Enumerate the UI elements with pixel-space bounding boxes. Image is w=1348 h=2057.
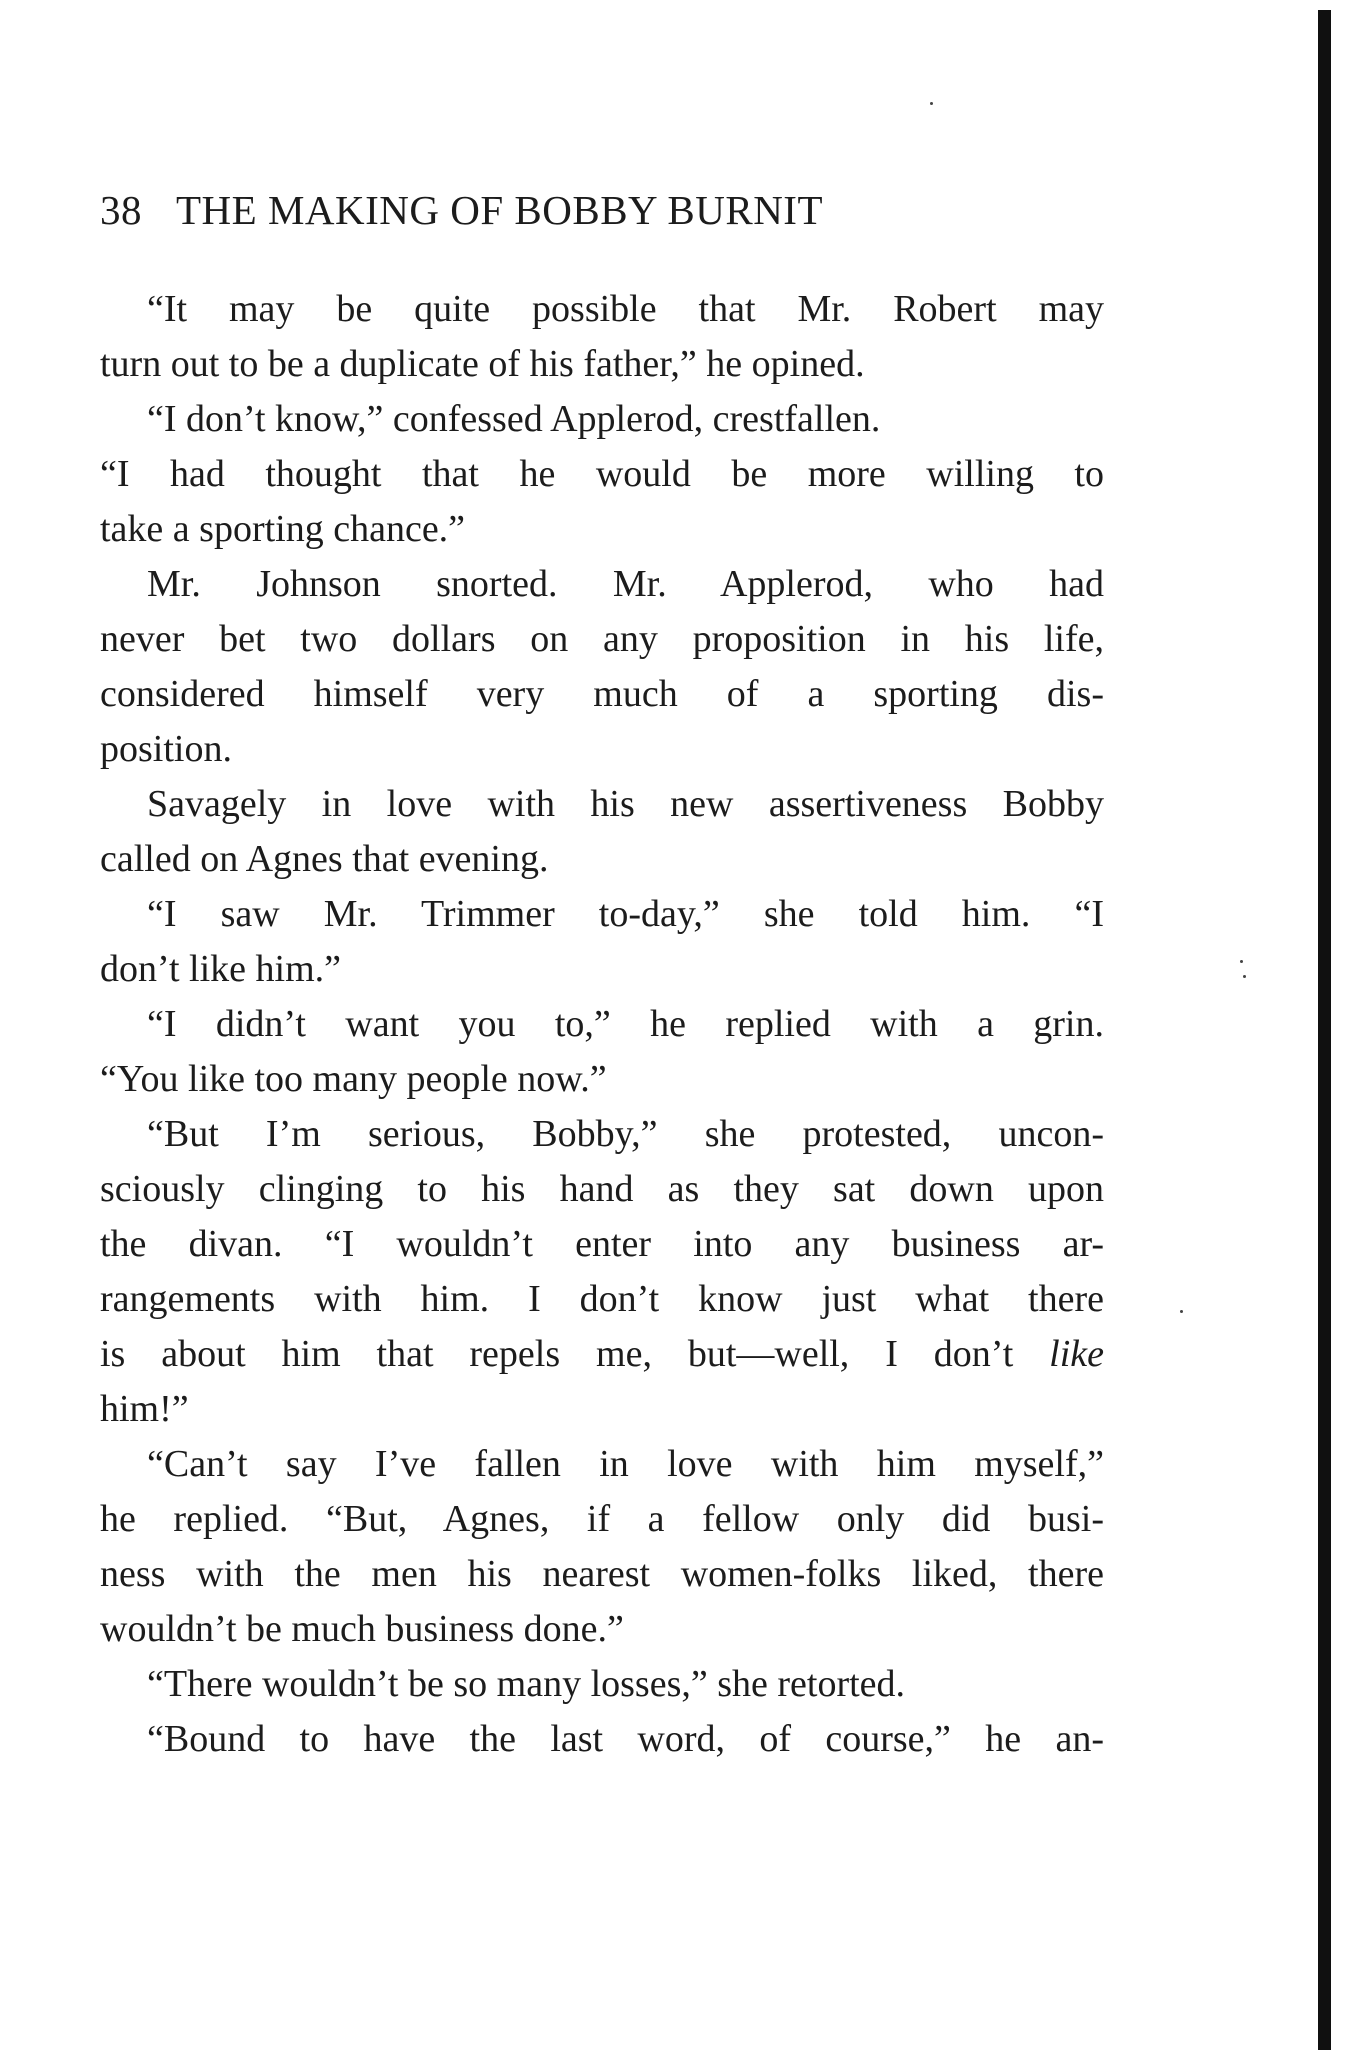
- text-line: the divan. “I wouldn’t enter into any business ar-: [100, 1223, 1104, 1265]
- text-line: called on Agnes that evening.: [100, 838, 549, 880]
- running-title: THE MAKING OF BOBBY BURNIT: [176, 187, 823, 233]
- text-line: him!”: [100, 1388, 189, 1430]
- text-line: “Bound to have the last word, of course,” he an-: [147, 1718, 1104, 1760]
- page-edge-shadow: [1318, 10, 1331, 2050]
- text-line: “I didn’t want you to,” he replied with a grin.: [147, 1003, 1104, 1045]
- text-line: Mr. Johnson snorted. Mr. Applerod, who had: [147, 563, 1104, 605]
- text-line: considered himself very much of a sporting dis-: [100, 673, 1104, 715]
- paper-speck: [930, 102, 933, 105]
- text-line: is about him that repels me, but—well, I don’t like: [100, 1333, 1104, 1375]
- text-line: Savagely in love with his new assertiveness Bobby: [147, 783, 1104, 825]
- text-line: sciously clinging to his hand as they sat down upon: [100, 1168, 1104, 1210]
- text-line: “I don’t know,” confessed Applerod, crestfallen.: [147, 398, 881, 440]
- text-line: ness with the men his nearest women-folks liked, there: [100, 1553, 1104, 1595]
- paper-speck: [1243, 975, 1246, 978]
- text-line: “I saw Mr. Trimmer to-day,” she told him. “I: [147, 893, 1104, 935]
- text-line: “You like too many people now.”: [100, 1058, 607, 1100]
- page-number: 38: [100, 187, 142, 233]
- text-line: turn out to be a duplicate of his father,” he opined.: [100, 343, 865, 385]
- text-line: “I had thought that he would be more willing to: [100, 453, 1104, 495]
- text-line: wouldn’t be much business done.”: [100, 1608, 624, 1650]
- emphasis: like: [1049, 1333, 1104, 1375]
- paper-speck: [1240, 960, 1243, 963]
- text-line: “There wouldn’t be so many losses,” she retorted.: [147, 1663, 906, 1705]
- body-text: [100, 282, 1104, 1767]
- text-line: take a sporting chance.”: [100, 508, 466, 550]
- paper-speck: [1180, 1310, 1183, 1313]
- text-line: don’t like him.”: [100, 948, 341, 990]
- running-head: [100, 184, 823, 236]
- text-line: he replied. “But, Agnes, if a fellow only did busi-: [100, 1498, 1104, 1540]
- text-line: “Can’t say I’ve fallen in love with him myself,”: [147, 1443, 1104, 1485]
- text-line: never bet two dollars on any proposition in his life,: [100, 618, 1104, 660]
- text-line: position.: [100, 728, 232, 770]
- text-line: “It may be quite possible that Mr. Robert may: [147, 288, 1104, 330]
- text-line: “But I’m serious, Bobby,” she protested, uncon-: [147, 1113, 1104, 1155]
- text-line: rangements with him. I don’t know just what there: [100, 1278, 1104, 1320]
